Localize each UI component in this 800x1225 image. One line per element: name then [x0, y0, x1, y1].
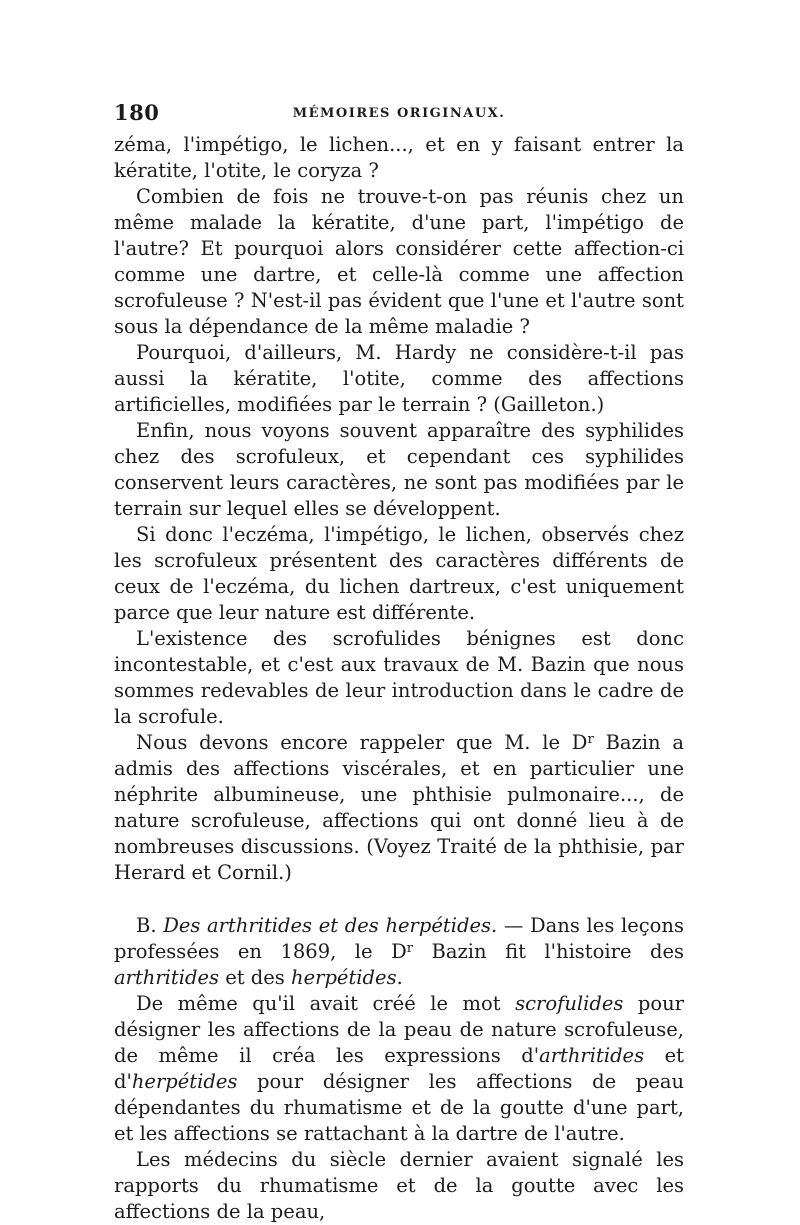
section-title: Des arthritides et des herpétides.: [163, 914, 498, 937]
paragraph: [114, 991, 684, 1147]
paragraph: [114, 730, 684, 886]
paragraph-text: pour désigner les affections de peau dépendantes du rhumatisme et de la goutte d'une part, et les affections se rattachant à la dartre de l'autre.: [114, 1070, 684, 1145]
paragraph: zéma, l'impétigo, le lichen..., et en y faisant entrer la kératite, l'otite, le coryza ?: [114, 133, 684, 182]
italic-term: herpétides: [291, 966, 397, 989]
paragraph-text: pour désigner les affections de la peau de nature scrofuleuse, de même il créa les expressions d': [114, 992, 684, 1067]
paragraph-text: et d': [114, 1044, 684, 1093]
running-head: MÉMOIRES ORIGINAUX.: [292, 106, 506, 121]
page-header: [114, 100, 684, 130]
paragraph-text: De même qu'il avait créé le mot: [136, 992, 516, 1015]
paragraph-text: Nous devons encore rappeler que M. le D: [136, 731, 588, 754]
superscript: r: [587, 732, 594, 748]
section-heading-paragraph: [114, 913, 684, 991]
italic-term: arthritides: [539, 1044, 645, 1067]
italic-term: herpétides: [131, 1070, 238, 1093]
superscript: r: [406, 941, 414, 957]
paragraph: Les médecins du siècle dernier avaient signalé les rapports du rhumatisme et de la goutte avec les affections de la peau,: [114, 1148, 684, 1223]
paragraph: L'existence des scrofulides bénignes est donc incontestable, et c'est aux travaux de M. Bazin que nous sommes redevables de leur introduction dans le cadre de la scrofule.: [114, 627, 684, 728]
paragraph-text: Dans les leçons professées en 1869, le D: [114, 914, 684, 963]
paragraph-text: .: [396, 966, 403, 989]
paragraph-text: Bazin a admis des affections viscérales, et en particulier une néphrite albumineuse, une phthisie pulmonaire..., de nature scrofuleuse, affections qui ont donné lieu à de nombreuses discussions. (Voyez Traité de la phthisie, par Herard et Cornil.): [114, 731, 684, 884]
italic-term: scrofulides: [515, 992, 624, 1015]
paragraph-text: Bazin fit l'histoire des: [413, 940, 685, 963]
paragraph-text: et des: [219, 966, 292, 989]
em-dash: —: [497, 914, 531, 937]
page-number: 180: [114, 100, 160, 125]
italic-term: arthritides: [114, 966, 220, 989]
section-label: B.: [136, 914, 157, 937]
paragraph: Si donc l'eczéma, l'impétigo, le lichen, observés chez les scrofuleux présentent des caractères différents de ceux de l'eczéma, du lichen dartreux, c'est uniquement parce que leur nature est différente.: [114, 523, 684, 624]
body-text: [114, 132, 684, 1225]
paragraph: Enfin, nous voyons souvent apparaître des syphilides chez des scrofuleux, et cependant ces syphilides conservent leurs caractères, ne sont pas modifiées par le terrain sur lequel elles se développent.: [114, 419, 684, 520]
paragraph: Pourquoi, d'ailleurs, M. Hardy ne considère-t-il pas aussi la kératite, l'otite, comme des affections artificielles, modifiées par le terrain ? (Gailleton.): [114, 341, 684, 416]
paragraph: Combien de fois ne trouve-t-on pas réunis chez un même malade la kératite, d'une part, l'impétigo de l'autre? Et pourquoi alors considérer cette affection-ci comme une dartre, et celle-là comme une affection scrofuleuse ? N'est-il pas évident que l'une et l'autre sont sous la dépendance de la même maladie ?: [114, 185, 684, 338]
